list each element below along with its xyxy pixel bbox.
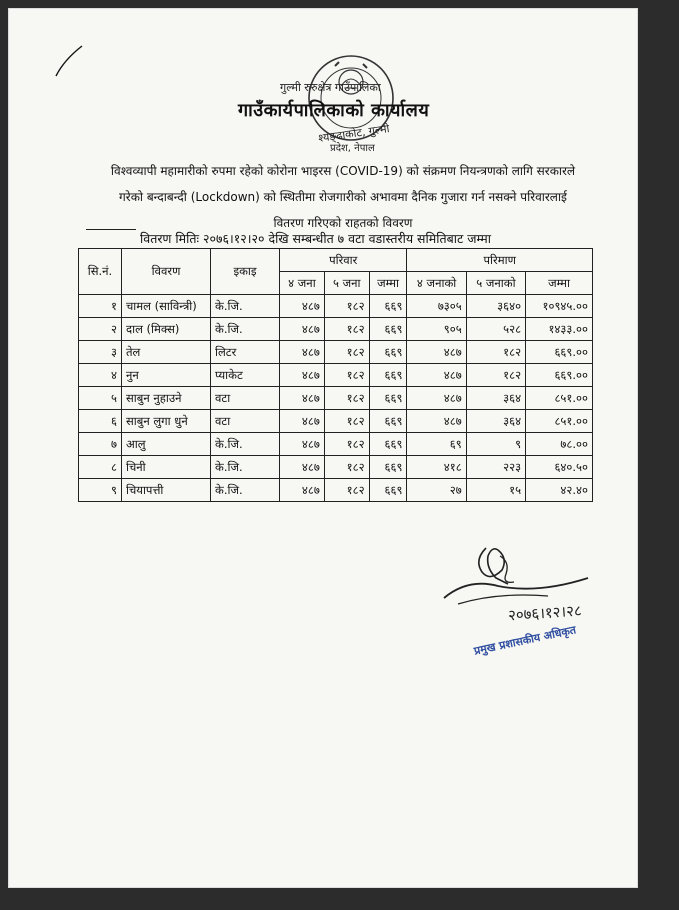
cell-quantity-4: ४८७ [407,364,466,387]
cell-family-total: ६६९ [369,433,407,456]
cell-item: आलु [122,433,211,456]
cell-sn: १ [79,295,122,318]
cell-family-4: ४८७ [280,479,325,502]
cell-item: साबुन नुहाउने [122,387,211,410]
cell-unit: प्याकेट [211,364,280,387]
cell-family-4: ४८७ [280,410,325,433]
header-family: परिवार [280,249,407,272]
header-family-4: ४ जना [280,272,325,295]
seal-country-text: प्रदेश, नेपाल [330,143,375,154]
cell-quantity-4: ४१८ [407,456,466,479]
cell-quantity-4: ६९ [407,433,466,456]
intro-paragraph [83,158,603,236]
cell-quantity-total: ७८.०० [526,433,593,456]
table-header-row [79,249,593,272]
cell-quantity-total: १०९४५.०० [526,295,593,318]
cell-item: दाल (मिक्स) [122,318,211,341]
cell-family-total: ६६९ [369,410,407,433]
header-unit: इकाइ [211,249,280,295]
cell-family-4: ४८७ [280,341,325,364]
cell-sn: ६ [79,410,122,433]
cell-unit: के.जि. [211,479,280,502]
table-row [79,318,593,341]
cell-quantity-4: ७३०५ [407,295,466,318]
cell-item: चियापत्ती [122,479,211,502]
cell-quantity-total: ८५१.०० [526,387,593,410]
cell-quantity-total: ६४०.५० [526,456,593,479]
cell-quantity-4: ४८७ [407,387,466,410]
cell-unit: वटा [211,387,280,410]
cell-unit: वटा [211,410,280,433]
relief-distribution-table [78,248,593,502]
distribution-date-line: वितरण मितिः २०७६।१२।२० देखि सम्बन्धीत ७ वटा वडास्तरीय समितिबाट जम्मा [140,231,491,246]
cell-family-5: १८२ [324,479,369,502]
table-row [79,295,593,318]
cell-quantity-total: ४२.४० [526,479,593,502]
cell-sn: ५ [79,387,122,410]
table-row [79,364,593,387]
cell-sn: ७ [79,433,122,456]
cell-quantity-4: ४८७ [407,410,466,433]
cell-quantity-5: १५ [466,479,525,502]
pen-stroke-mark [50,40,90,80]
intro-line-1: विश्वव्यापी महामारीको रुपमा रहेको कोरोना भाइरस (COVID-19) को संक्रमण नियन्त्रणको लागि सरकारले [110,164,576,178]
cell-family-4: ४८७ [280,433,325,456]
document-page [8,8,638,888]
cell-unit: के.जि. [211,295,280,318]
cell-quantity-total: १४३३.०० [526,318,593,341]
cell-item: नुन [122,364,211,387]
cell-unit: के.जि. [211,433,280,456]
cell-family-total: ६६९ [369,341,407,364]
table-row [79,387,593,410]
cell-family-4: ४८७ [280,456,325,479]
seal-top-text: गुल्मी रुरुक्षेत्र गाउँपालिका [280,81,381,94]
office-title: गाउँकार्यपालिकाको कार्यालय [238,100,430,121]
cell-family-5: १८२ [324,295,369,318]
cell-unit: के.जि. [211,318,280,341]
header-quantity-4: ४ जनाको [407,272,466,295]
cell-quantity-total: ६६९.०० [526,364,593,387]
cell-quantity-5: १८२ [466,364,525,387]
cell-item: साबुन लुगा धुने [122,410,211,433]
cell-sn: ८ [79,456,122,479]
cell-family-5: १८२ [324,341,369,364]
cell-family-total: ६६९ [369,364,407,387]
cell-quantity-5: ५२८ [466,318,525,341]
header-family-total: जम्मा [369,272,407,295]
cell-family-4: ४८७ [280,295,325,318]
seal-bottom-text: श्यङ्ढाकोट, गुल्मी [317,122,391,145]
cell-family-total: ६६९ [369,456,407,479]
cell-quantity-4: ४८७ [407,341,466,364]
cell-quantity-5: ३६४ [466,387,525,410]
cell-family-total: ६६९ [369,295,407,318]
header-quantity: परिमाण [407,249,593,272]
cell-family-5: १८२ [324,387,369,410]
cell-family-5: १८२ [324,318,369,341]
table-row [79,410,593,433]
cell-quantity-5: ३६४० [466,295,525,318]
cell-item: चिनी [122,456,211,479]
cell-unit: के.जि. [211,456,280,479]
designation-stamp: प्रमुख प्रशासकीय अधिकृत [472,623,578,658]
cell-quantity-4: ९०५ [407,318,466,341]
cell-sn: ९ [79,479,122,502]
intro-line-2: गरेको बन्दाबन्दी (Lockdown) को स्थितीमा रोजगारीको अभावमा दैनिक गुजारा गर्न नसक्ने परिवारलाई [119,190,567,204]
cell-item: चामल (साविन्त्री) [122,295,211,318]
cell-family-4: ४८७ [280,364,325,387]
cell-quantity-5: १८२ [466,341,525,364]
header-sn: सि.नं. [79,249,122,295]
table-row [79,456,593,479]
cell-quantity-5: ३६४ [466,410,525,433]
cell-quantity-4: २७ [407,479,466,502]
cell-sn: ४ [79,364,122,387]
cell-family-5: १८२ [324,456,369,479]
header-item: विवरण [122,249,211,295]
table-row [79,479,593,502]
signature-date: २०७६।१२।२८ [507,601,583,625]
header-family-5: ५ जना [324,272,369,295]
date-underline [86,229,136,230]
cell-quantity-5: ९ [466,433,525,456]
cell-item: तेल [122,341,211,364]
cell-family-5: १८२ [324,433,369,456]
cell-quantity-total: ६६९.०० [526,341,593,364]
cell-family-total: ६६९ [369,318,407,341]
cell-family-4: ४८७ [280,318,325,341]
cell-sn: ३ [79,341,122,364]
cell-unit: लिटर [211,341,280,364]
cell-quantity-total: ८५१.०० [526,410,593,433]
cell-family-5: १८२ [324,410,369,433]
header-quantity-5: ५ जनाको [466,272,525,295]
cell-family-total: ६६९ [369,387,407,410]
cell-quantity-5: २२३ [466,456,525,479]
cell-family-4: ४८७ [280,387,325,410]
table-row [79,433,593,456]
cell-sn: २ [79,318,122,341]
cell-family-5: १८२ [324,364,369,387]
cell-family-total: ६६९ [369,479,407,502]
header-quantity-total: जम्मा [526,272,593,295]
intro-line-3: वितरण गरिएको राहतको विवरण [273,216,413,230]
table-row [79,341,593,364]
